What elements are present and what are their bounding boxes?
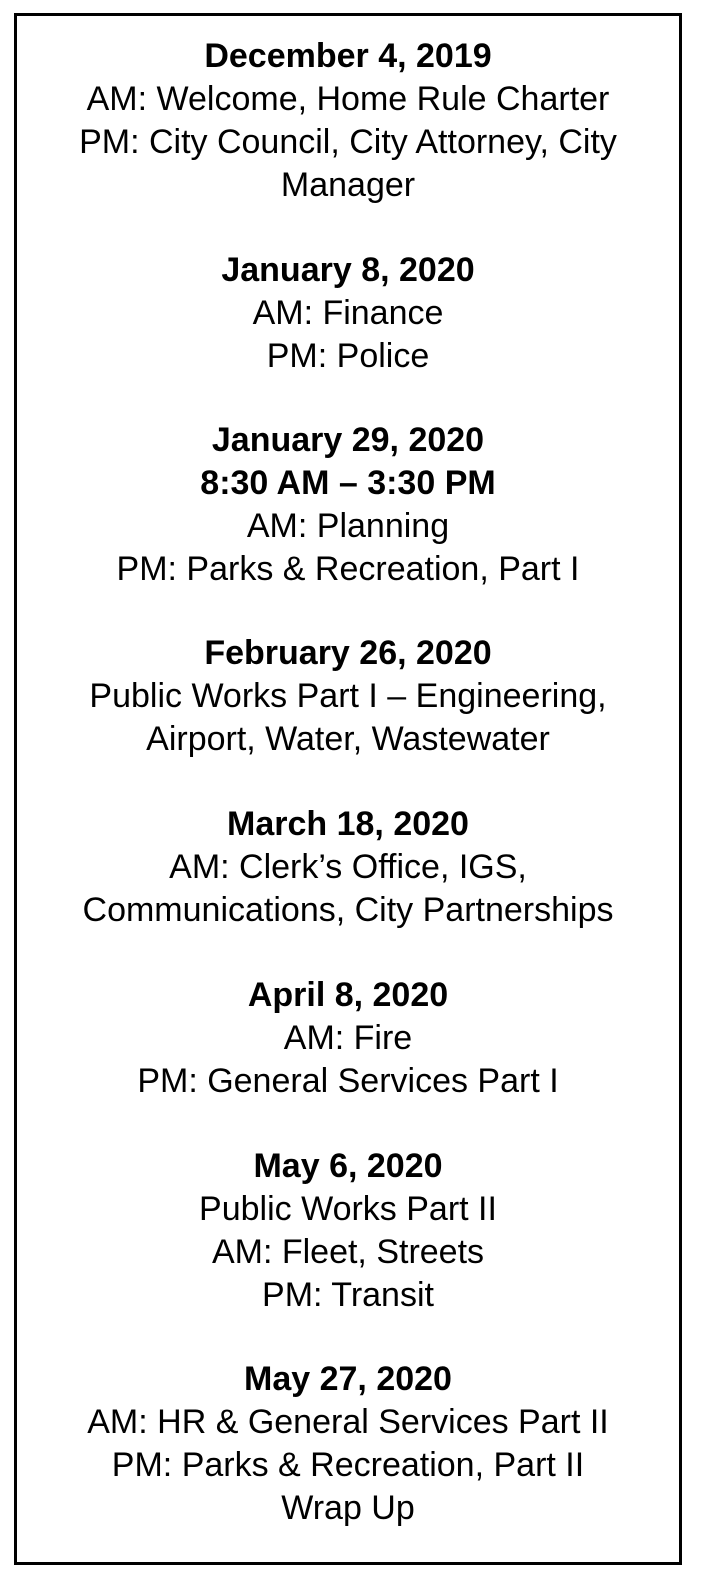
entry-date: February 26, 2020 xyxy=(204,634,492,672)
entry-line: AM: Planning xyxy=(246,507,450,545)
schedule-entry-apr-8 xyxy=(17,974,679,1103)
entry-time: 8:30 AM – 3:30 PM xyxy=(200,464,496,502)
entry-line: AM: Fleet, Streets xyxy=(211,1233,485,1271)
entry-line: Manager xyxy=(280,166,416,204)
entry-line: PM: Police xyxy=(266,337,430,375)
entry-date: December 4, 2019 xyxy=(204,37,492,75)
schedule-entry-feb-26 xyxy=(17,632,679,761)
entry-line: Airport, Water, Wastewater xyxy=(146,720,550,758)
entry-date: January 8, 2020 xyxy=(221,251,475,289)
schedule-entry-jan-8 xyxy=(17,249,679,378)
entry-date: April 8, 2020 xyxy=(247,976,449,1014)
entry-line: PM: General Services Part I xyxy=(137,1062,559,1100)
entry-line: Public Works Part II xyxy=(199,1190,497,1228)
entry-line: PM: City Council, City Attorney, City xyxy=(79,123,617,161)
schedule-entry-dec-4 xyxy=(17,35,679,207)
schedule-entry-may-27 xyxy=(17,1358,679,1530)
entry-date: January 29, 2020 xyxy=(211,421,485,459)
entry-line: PM: Parks & Recreation, Part I xyxy=(116,550,580,588)
entry-line: AM: Welcome, Home Rule Charter xyxy=(86,80,610,118)
entry-date: May 27, 2020 xyxy=(244,1360,452,1398)
entry-line: Wrap Up xyxy=(281,1489,415,1527)
entry-line: AM: Fire xyxy=(283,1019,413,1057)
entry-line: AM: Clerk’s Office, IGS, xyxy=(169,848,527,886)
entry-line: PM: Transit xyxy=(262,1276,434,1314)
schedule-frame xyxy=(14,13,682,1565)
schedule-entry-jan-29 xyxy=(17,419,679,591)
entry-line: AM: HR & General Services Part II xyxy=(87,1403,609,1441)
entry-line: AM: Finance xyxy=(252,294,444,332)
entry-date: March 18, 2020 xyxy=(227,805,469,843)
schedule-entry-mar-18 xyxy=(17,803,679,932)
entry-line: PM: Parks & Recreation, Part II xyxy=(111,1446,585,1484)
entry-date: May 6, 2020 xyxy=(253,1147,443,1185)
entry-line: Public Works Part I – Engineering, xyxy=(89,677,607,715)
entry-line: Communications, City Partnerships xyxy=(82,891,614,929)
schedule-entry-may-6 xyxy=(17,1145,679,1317)
